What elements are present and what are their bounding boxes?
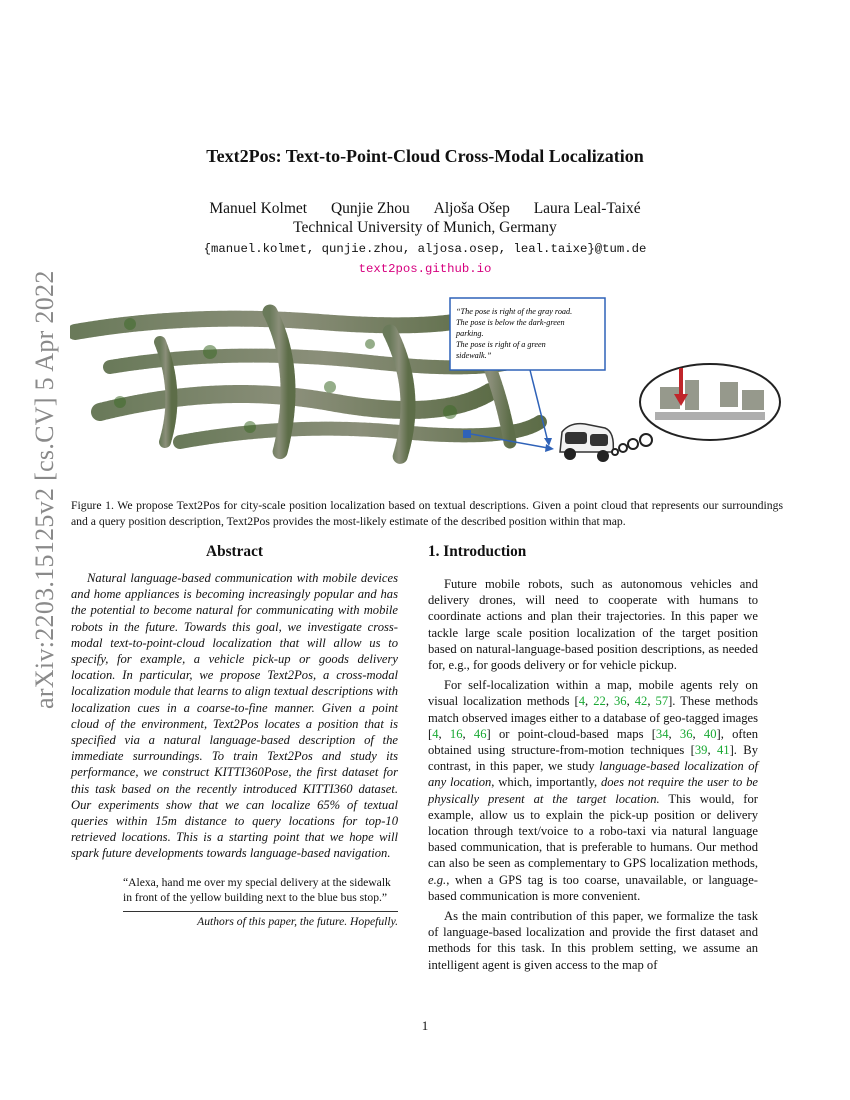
emphasis-text: e.g. bbox=[428, 872, 447, 887]
position-marker-icon bbox=[463, 430, 471, 438]
text-run: ] or point-cloud-based maps [ bbox=[486, 726, 656, 741]
citation-link[interactable]: 4 bbox=[578, 694, 586, 709]
arxiv-stamp: arXiv:2203.15125v2 [cs.CV] 5 Apr 2022 bbox=[30, 270, 59, 710]
abstract-column bbox=[71, 543, 398, 928]
project-website-link[interactable]: text2pos.github.io bbox=[358, 262, 492, 276]
text-run: ]. By contrast, in this paper, we study bbox=[428, 743, 758, 774]
text-run: This would, for example, allow us to explain the pick-up position or delivery location through text/voice to a robo-taxi via natural language based communication, that is preferable to humans. Our method can also be seen as complementary to GPS localization methods, bbox=[428, 791, 758, 871]
abstract-heading: Abstract bbox=[206, 543, 263, 560]
figure-1 bbox=[70, 292, 782, 492]
citation-link[interactable]: 34 bbox=[655, 726, 669, 741]
point-cloud-illustration bbox=[70, 292, 782, 492]
intro-paragraph: Future mobile robots, such as autonomous vehicles and delivery drones, will need to cooperate with humans to coordinate actions and plan their trajectories. In this paper we tackle large scale position localization of the target position based on natural-language-based position descriptions, as needed for, e.g., for goods delivery or for vehicle pickup. bbox=[428, 577, 758, 673]
abstract-text: Natural language-based communication with mobile devices and home appliances is becoming increasingly popular and has the potential to become natural for communicating with mobile robots in the future. Towards this goal, we investigate cross-modal text-to-point-cloud localization that will allow us to specify, for example, a vehicle pick-up or goods delivery location. In particular, we propose Text2Pos, a cross-modal localization module that learns to align textual descriptions with localization cues in a coarse-to-fine manner. Given a point cloud of the environment, Text2Pos locates a position that is specified via a natural language-based description of the immediate surroundings. To train Text2Pos and study its performance, we construct KITTI360Pose, the first dataset for this task based on the recently introduced KITTI360 dataset. Our experiments show that we can localize 65% of textual queries within 15m distance to query locations for top-10 retrieved locations. This is a starting point that we hope will spark future developments towards language-based navigation. bbox=[71, 571, 398, 861]
citation-link[interactable]: 39 bbox=[694, 743, 708, 758]
citation-link[interactable]: 46 bbox=[473, 726, 487, 741]
author-list bbox=[0, 200, 850, 218]
speech-line: The pose is below the dark-green bbox=[456, 318, 565, 327]
citation-link[interactable]: 57 bbox=[655, 694, 669, 709]
emphasis-text: language-based localization of any location bbox=[428, 759, 758, 790]
citation-link[interactable]: 36 bbox=[679, 726, 693, 741]
speech-line: sidewalk.” bbox=[456, 351, 492, 360]
emphasis-text: does not require the user to be physically present at the target location. bbox=[428, 775, 758, 806]
text-run: , when a GPS tag is too coarse, unavailable, or language-based communication is more convenient. bbox=[428, 872, 758, 903]
speech-line: “The pose is right of the gray road. bbox=[456, 307, 573, 316]
figure-caption: Figure 1. We propose Text2Pos for city-scale position localization based on textual descriptions. Given a point cloud that represents our surroundings and a query position description, Text2Pos provides the most-likely estimate of the described position within that map. bbox=[71, 499, 783, 528]
text-run: ]. These methods match observed images either to a database of geo-tagged images [ bbox=[428, 694, 759, 741]
author-name: Manuel Kolmet bbox=[209, 200, 308, 217]
citation-link[interactable]: 41 bbox=[716, 743, 730, 758]
citation-link[interactable]: 40 bbox=[703, 726, 717, 741]
text-run: ], often obtained using structure-from-motion techniques [ bbox=[428, 726, 758, 758]
speech-line: parking. bbox=[456, 329, 484, 338]
speech-line: The pose is right of a green bbox=[456, 340, 546, 349]
author-emails: {manuel.kolmet, qunjie.zhou, aljosa.osep, leal.taixe}@tum.de bbox=[203, 242, 647, 256]
text-run: For self-localization within a map, mobile agents rely on visual localization methods [ bbox=[428, 678, 758, 709]
paper-title: Text2Pos: Text-to-Point-Cloud Cross-Modal Localization bbox=[206, 146, 644, 166]
intro-heading: 1. Introduction bbox=[428, 543, 527, 560]
author-name: Aljoša Ošep bbox=[433, 200, 510, 217]
text-run: , which, importantly, bbox=[491, 775, 601, 790]
author-name: Laura Leal-Taixé bbox=[533, 200, 641, 217]
introduction-column bbox=[428, 543, 758, 973]
citation-link[interactable]: 42 bbox=[634, 694, 648, 709]
page-number: 1 bbox=[421, 1018, 429, 1033]
citation-link[interactable]: 36 bbox=[613, 694, 627, 709]
citation-link[interactable]: 4 bbox=[432, 726, 439, 741]
arrow-head-icon bbox=[545, 444, 554, 452]
affiliation: Technical University of Munich, Germany bbox=[293, 219, 557, 236]
quote-attribution: Authors of this paper, the future. Hopefully. bbox=[197, 914, 398, 928]
arrow-head-icon bbox=[544, 438, 552, 446]
intro-paragraph: For self-localization within a map, mobile agents rely on visual localization methods [4, 22, 36, 42, 57]. These methods match observed images either to a database of geo-tagged images [4, 16, 46] or point-cloud-based maps [34, 36, 40], often obtained using structure-from-motion techniques [39, 41]. By contrast, in this paper, we study language-based localization of any location, which, importantly, does not require the user to be physically present at the target location. This would, for example, allow us to explain the pick-up position or delivery location through text/voice to a robo-taxi via natural language based communication, that is preferable to humans. Our method can also be seen as complementary to GPS localization methods, e.g., when a GPS tag is too coarse, unavailable, or language-based communication is more convenient. bbox=[428, 678, 759, 903]
robotaxi-icon bbox=[560, 424, 613, 462]
citation-link[interactable]: 22 bbox=[593, 694, 606, 709]
quote-divider bbox=[123, 911, 398, 912]
intro-paragraph: As the main contribution of this paper, we formalize the task of language-based localization and provide the first dataset and methods for this task. In this problem setting, we assume an intelligent agent is given access to the map of bbox=[428, 909, 758, 972]
author-name: Qunjie Zhou bbox=[330, 200, 410, 217]
citation-link[interactable]: 16 bbox=[449, 726, 463, 741]
epigraph-quote: “Alexa, hand me over my special delivery at the sidewalk in front of the yellow building next to the blue bus stop.” bbox=[123, 875, 391, 904]
